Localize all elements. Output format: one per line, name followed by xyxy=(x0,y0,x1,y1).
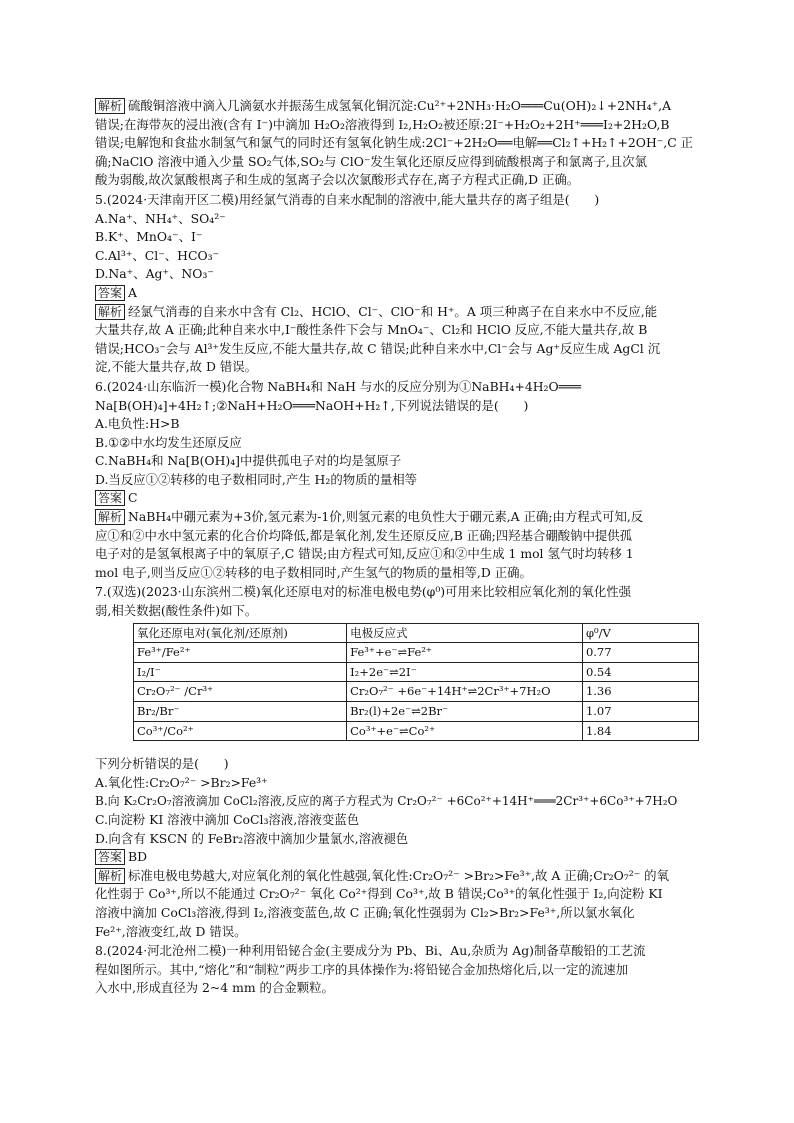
option-b: B.K⁺、MnO₄⁻、I⁻ xyxy=(95,229,203,245)
analysis-line: mol 电子,则当反应①②转移的电子数相同时,产生氢气的物质的量相等,D 正确。 xyxy=(95,564,532,580)
table-cell: Co³⁺/Co²⁺ xyxy=(134,721,347,741)
table-row xyxy=(134,702,699,722)
table-cell: Br₂/Br⁻ xyxy=(134,702,347,722)
answer-tag: 答案 xyxy=(95,490,125,506)
analysis-line: 错误;HCO₃⁻会与 Al³⁺发生反应,不能大量共存,故 C 错误;此种自来水中,Cl⁻会与 Ag⁺反应生成 AgCl 沉 xyxy=(95,340,661,356)
option-c: C.NaBH₄和 Na[B(OH)₄]中提供孤电子对的均是氢原子 xyxy=(95,453,402,469)
table-header-row xyxy=(134,623,699,643)
analysis-tag: 解析 xyxy=(95,868,125,884)
table-cell: Br₂(l)+2e⁻⇌2Br⁻ xyxy=(347,702,583,722)
analysis-tag: 解析 xyxy=(95,98,125,114)
analysis-line: NaBH₄中硼元素为+3价,氢元素为-1价,则氢元素的电负性大于硼元素,A 正确;由方程式可知,反 xyxy=(128,509,644,525)
table-cell: I₂/I⁻ xyxy=(134,662,347,682)
question-8 xyxy=(95,942,699,998)
analysis-line: 标准电极电势越大,对应氧化剂的氧化性越强,氧化性:Cr₂O₇²⁻ >Br₂>Fe³⁺,故 A 正确;Cr₂O₇²⁻ 的氧 xyxy=(128,867,669,883)
analysis-line: Fe²⁺,溶液变红,故 D 错误。 xyxy=(95,923,247,939)
question-stem: 8.(2024·河北沧州二模)一种利用铅铋合金(主要成分为 Pb、Bi、Au,杂质为 Ag)制备草酸铅的工艺流 xyxy=(95,943,646,959)
table-row xyxy=(134,682,699,702)
potential-table xyxy=(133,623,699,742)
table-cell: Fe³⁺/Fe²⁺ xyxy=(134,643,347,663)
option-b: B.①②中水均发生还原反应 xyxy=(95,434,242,450)
analysis-line: 确;NaClO 溶液中通入少量 SO₂气体,SO₂与 ClO⁻发生氧化还原反应得到硫酸根离子和氯离子,且次氯 xyxy=(95,153,647,169)
option-d: D.当反应①②转移的电子数相同时,产生 H₂的物质的量相等 xyxy=(95,471,418,487)
analysis-line: 淀,不能大量共存,故 D 错误。 xyxy=(95,359,257,375)
question-stem: 6.(2024·山东临沂一模)化合物 NaBH₄和 NaH 与水的反应分别为①NaBH₄+4H₂O═══ xyxy=(95,378,582,394)
analysis-line: 电子对的是氢氧根离子中的氧原子,C 错误;由方程式可知,反应①和②中生成 1 mol 氢气时均转移 1 xyxy=(95,546,634,562)
analysis-line: 溶液中滴加 CoCl₃溶液,得到 I₂,溶液变蓝色,故 C 正确;氧化性强弱为 Cl₂>Br₂>Fe³⁺,所以氯水氧化 xyxy=(95,904,635,920)
analysis-line: 错误;电解饱和食盐水制氢气和氯气的同时还有氢氧化钠生成:2Cl⁻+2H₂O══电解══Cl₂↑+H₂↑+2OH⁻,C 正 xyxy=(95,135,694,151)
option-c: C.向淀粉 KI 溶液中滴加 CoCl₃溶液,溶液变蓝色 xyxy=(95,811,360,827)
table-cell: Fe³⁺+e⁻⇌Fe²⁺ xyxy=(347,643,583,663)
question-7 xyxy=(95,583,699,941)
analysis-line: 应①和②中水中氢元素的化合价均降低,都是氧化剂,发生还原反应,B 正确;四羟基合硼酸钠中提供孤 xyxy=(95,527,633,543)
analysis-tag: 解析 xyxy=(95,509,125,525)
question-6 xyxy=(95,378,699,583)
table-cell: 1.07 xyxy=(582,702,698,722)
question-stem: Na[B(OH)₄]+4H₂↑;②NaH+H₂O═══NaOH+H₂↑,下列说法错误的是( ) xyxy=(95,397,529,413)
option-a: A.氧化性:Cr₂O₇²⁻ >Br₂>Fe³⁺ xyxy=(95,774,268,790)
table-header: 电极反应式 xyxy=(347,623,583,643)
table-cell: Cr₂O₇²⁻ /Cr³⁺ xyxy=(134,682,347,702)
analysis-line: 化性弱于 Co³⁺,所以不能通过 Cr₂O₇²⁻ 氧化 Co²⁺得到 Co³⁺,故 B 错误;Co³⁺的氧化性强于 I₂,向淀粉 KI xyxy=(95,886,663,902)
analysis-line: 大量共存,故 A 正确;此种自来水中,I⁻酸性条件下会与 MnO₄⁻、Cl₂和 HClO 反应,不能大量共存,故 B xyxy=(95,322,648,338)
table-row xyxy=(134,643,699,663)
table-cell: 1.84 xyxy=(582,721,698,741)
option-c: C.Al³⁺、Cl⁻、HCO₃⁻ xyxy=(95,247,220,263)
table-row xyxy=(134,662,699,682)
answer-value: A xyxy=(128,284,137,300)
table-cell: 0.54 xyxy=(582,662,698,682)
answer-tag: 答案 xyxy=(95,849,125,865)
question-stem: 7.(双选)(2023·山东滨州二模)氧化还原电对的标准电极电势(φ⁰)可用来比较相应氧化剂的氧化性强 xyxy=(95,584,632,600)
question-stem: 5.(2024·天津南开区二模)用经氯气消毒的自来水配制的溶液中,能大量共存的离子组是( ) xyxy=(95,191,600,207)
analysis-line: 错误;在海带灰的浸出液(含有 I⁻)中滴加 H₂O₂溶液得到 I₂,H₂O₂被还原:2I⁻+H₂O₂+2H⁺═══I₂+2H₂O,B xyxy=(95,116,670,132)
table-cell: Cr₂O₇²⁻ +6e⁻+14H⁺⇌2Cr³⁺+7H₂O xyxy=(347,682,583,702)
table-cell: 0.77 xyxy=(582,643,698,663)
answer-value: BD xyxy=(128,849,148,865)
question-prompt: 下列分析错误的是( ) xyxy=(95,756,229,772)
analysis-line: 硫酸铜溶液中滴入几滴氨水并振荡生成氢氧化铜沉淀:Cu²⁺+2NH₃·H₂O═══Cu(OH)₂↓+2NH₄⁺,A xyxy=(128,98,672,113)
option-d: D.向含有 KSCN 的 FeBr₂溶液中滴加少量氯水,溶液褪色 xyxy=(95,830,409,846)
question-stem: 程如图所示。其中,“熔化”和“制粒”两步工序的具体操作为:将铅铋合金加热熔化后,以一定的流速加 xyxy=(95,961,629,977)
analysis-line: 经氯气消毒的自来水中含有 Cl₂、HClO、Cl⁻、ClO⁻和 H⁺。A 项三种离子在自来水中不反应,能 xyxy=(128,303,658,319)
table-row xyxy=(134,721,699,741)
table-cell: I₂+2e⁻⇌2I⁻ xyxy=(347,662,583,682)
table-cell: 1.36 xyxy=(582,682,698,702)
answer-value: C xyxy=(128,490,138,506)
answer-tag: 答案 xyxy=(95,285,125,301)
option-d: D.Na⁺、Ag⁺、NO₃⁻ xyxy=(95,266,214,282)
option-b: B.向 K₂Cr₂O₇溶液滴加 CoCl₂溶液,反应的离子方程式为 Cr₂O₇²⁻ +6Co²⁺+14H⁺═══2Cr³⁺+6Co³⁺+7H₂O xyxy=(95,794,678,809)
analysis-tag: 解析 xyxy=(95,304,125,320)
option-a: A.电负性:H>B xyxy=(95,416,180,432)
question-stem: 弱,相关数据(酸性条件)如下。 xyxy=(95,603,258,619)
table-header: φ⁰/V xyxy=(582,623,698,643)
option-a: A.Na⁺、NH₄⁺、SO₄²⁻ xyxy=(95,210,226,226)
table-cell: Co³⁺+e⁻⇌Co²⁺ xyxy=(347,721,583,741)
document-page xyxy=(95,97,699,998)
q4-analysis xyxy=(95,97,699,190)
question-5 xyxy=(95,191,699,377)
table-header: 氧化还原电对(氧化剂/还原剂) xyxy=(134,623,347,643)
analysis-line: 酸为弱酸,故次氯酸根离子和生成的氢离子会以次氯酸形式存在,离子方程式正确,D 正确。 xyxy=(95,172,580,188)
question-stem: 入水中,形成直径为 2~4 mm 的合金颗粒。 xyxy=(95,980,334,996)
